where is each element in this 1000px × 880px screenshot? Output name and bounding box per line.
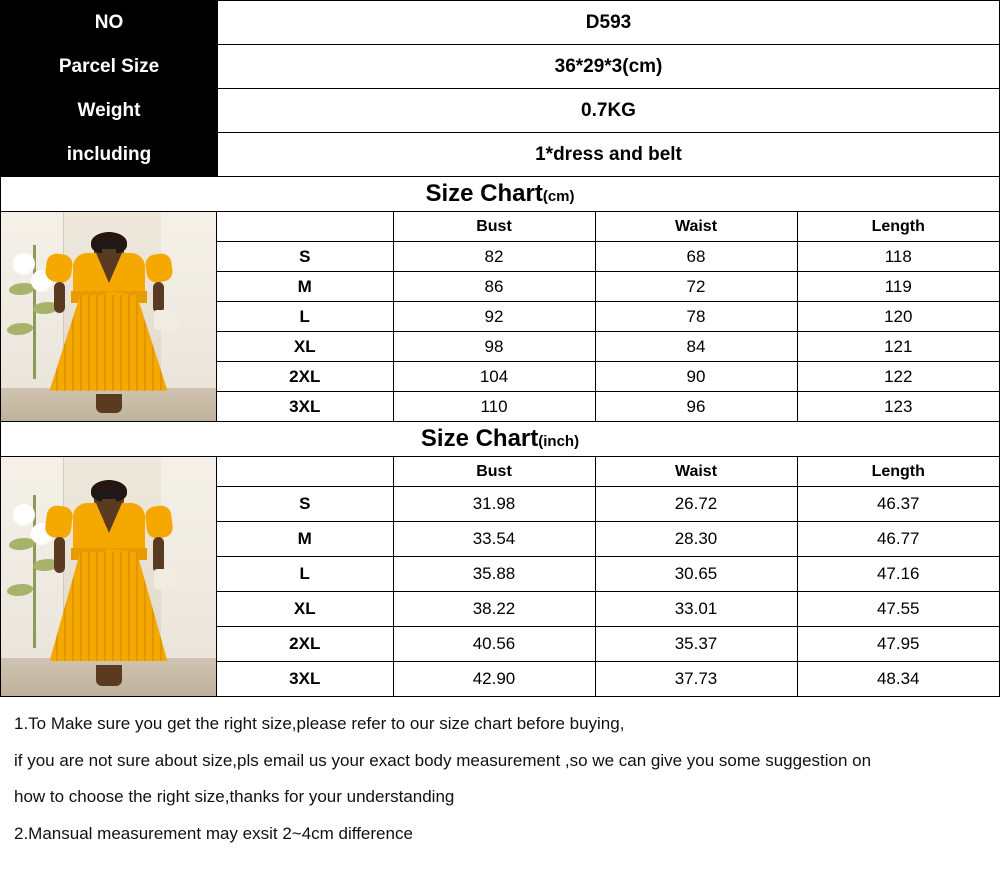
cell-size: S: [217, 242, 393, 272]
dress-sleeve-left: [44, 253, 73, 284]
cell-size: XL: [217, 592, 393, 627]
table-row: [217, 522, 999, 557]
dress-v-neckline: [96, 253, 122, 283]
table-row: [217, 332, 999, 362]
cell-length: 48.34: [797, 662, 999, 697]
cell-bust: 86: [393, 272, 595, 302]
handbag-icon: [154, 569, 180, 589]
parcel-info-table: [0, 0, 1000, 177]
table-row: [217, 662, 999, 697]
info-value-weight: 0.7KG: [218, 89, 1000, 133]
cell-bust: 38.22: [393, 592, 595, 627]
handbag-icon: [154, 310, 180, 330]
size-chart-cm-title: [0, 177, 1000, 212]
size-chart-inch-unit: (inch): [538, 433, 580, 450]
size-table-cm: [217, 212, 999, 421]
cell-length: 119: [797, 272, 999, 302]
cell-waist: 78: [595, 302, 797, 332]
table-row: [217, 557, 999, 592]
size-chart-cm-title-text: Size Chart: [425, 180, 543, 207]
cell-waist: 26.72: [595, 487, 797, 522]
cell-waist: 33.01: [595, 592, 797, 627]
size-chart-inch-title: [0, 422, 1000, 457]
info-value-including: 1*dress and belt: [218, 133, 1000, 177]
model-arm-left: [54, 537, 65, 573]
table-row: [217, 272, 999, 302]
cell-size: L: [217, 302, 393, 332]
dress-sleeve-right: [144, 504, 174, 538]
col-header-bust: Bust: [393, 212, 595, 242]
cell-length: 118: [797, 242, 999, 272]
cell-length: 47.95: [797, 627, 999, 662]
cell-size: L: [217, 557, 393, 592]
dress-v-neckline: [96, 503, 122, 533]
table-row: [217, 392, 999, 422]
cell-bust: 31.98: [393, 487, 595, 522]
model-legs: [96, 665, 122, 686]
size-chart-inch-title-text: Size Chart: [420, 425, 539, 452]
dress-sleeve-right: [144, 253, 173, 284]
dress-sleeve-left: [44, 504, 74, 538]
cell-waist: 84: [595, 332, 797, 362]
col-header-size: [217, 457, 393, 487]
cell-length: 121: [797, 332, 999, 362]
table-header-row: [217, 457, 999, 487]
cell-size: S: [217, 487, 393, 522]
info-label-including: including: [1, 133, 218, 177]
info-value-parcel-size: 36*29*3(cm): [218, 45, 1000, 89]
cell-length: 123: [797, 392, 999, 422]
cell-waist: 90: [595, 362, 797, 392]
note-line-3: how to choose the right size,thanks for your understanding: [14, 786, 455, 806]
info-label-weight: Weight: [1, 89, 218, 133]
table-row: [217, 362, 999, 392]
cell-waist: 96: [595, 392, 797, 422]
cell-size: 3XL: [217, 662, 393, 697]
model-legs: [96, 394, 122, 412]
model-arm-right: [153, 537, 164, 573]
table-row: [217, 627, 999, 662]
cell-bust: 98: [393, 332, 595, 362]
dress-pleated-skirt: [50, 295, 168, 391]
cell-size: M: [217, 522, 393, 557]
cell-length: 47.16: [797, 557, 999, 592]
cell-bust: 92: [393, 302, 595, 332]
cell-waist: 37.73: [595, 662, 797, 697]
note-line-2: if you are not sure about size,pls email us your exact body measurement ,so we can give you some suggestion on: [14, 751, 872, 771]
cell-length: 47.55: [797, 592, 999, 627]
note-line-4: 2.Mansual measurement may exsit 2~4cm difference: [14, 823, 413, 843]
col-header-length: Length: [797, 457, 999, 487]
cell-size: M: [217, 272, 393, 302]
info-value-no: D593: [218, 1, 1000, 45]
note-line-1: 1.To Make sure you get the right size,please refer to our size chart before buying,: [14, 714, 625, 733]
cell-size: 2XL: [217, 362, 393, 392]
table-row: [1, 133, 1000, 177]
cell-bust: 82: [393, 242, 595, 272]
cell-bust: 110: [393, 392, 595, 422]
notes-section: [0, 697, 1000, 844]
cell-size: 2XL: [217, 627, 393, 662]
cell-bust: 42.90: [393, 662, 595, 697]
cell-size: XL: [217, 332, 393, 362]
table-row: [1, 1, 1000, 45]
product-photo-inch: [1, 457, 217, 696]
cell-waist: 28.30: [595, 522, 797, 557]
cell-bust: 40.56: [393, 627, 595, 662]
col-header-bust: Bust: [393, 457, 595, 487]
table-row: [1, 89, 1000, 133]
cell-bust: 33.54: [393, 522, 595, 557]
col-header-length: Length: [797, 212, 999, 242]
size-chart-cm-block: [0, 212, 1000, 422]
dress-bodice: [73, 253, 145, 297]
table-row: [217, 592, 999, 627]
cell-length: 46.37: [797, 487, 999, 522]
cell-length: 46.77: [797, 522, 999, 557]
cell-waist: 35.37: [595, 627, 797, 662]
table-row: [1, 45, 1000, 89]
model-arm-left: [54, 282, 65, 313]
model-arm-right: [153, 282, 164, 313]
dress-bodice: [73, 503, 145, 553]
info-label-parcel-size: Parcel Size: [1, 45, 218, 89]
cell-size: 3XL: [217, 392, 393, 422]
dress-pleated-skirt: [50, 552, 168, 661]
cell-waist: 30.65: [595, 557, 797, 592]
model-figure: [34, 476, 184, 686]
col-header-waist: Waist: [595, 212, 797, 242]
col-header-size: [217, 212, 393, 242]
table-row: [217, 242, 999, 272]
table-row: [217, 487, 999, 522]
size-chart-cm-unit: (cm): [542, 188, 575, 205]
cell-length: 120: [797, 302, 999, 332]
cell-bust: 35.88: [393, 557, 595, 592]
info-label-no: NO: [1, 1, 218, 45]
cell-bust: 104: [393, 362, 595, 392]
table-row: [217, 302, 999, 332]
table-header-row: [217, 212, 999, 242]
cell-waist: 72: [595, 272, 797, 302]
col-header-waist: Waist: [595, 457, 797, 487]
size-table-inch: [217, 457, 999, 696]
cell-waist: 68: [595, 242, 797, 272]
size-chart-inch-block: [0, 457, 1000, 697]
model-figure: [34, 229, 184, 413]
product-photo-cm: [1, 212, 217, 421]
cell-length: 122: [797, 362, 999, 392]
